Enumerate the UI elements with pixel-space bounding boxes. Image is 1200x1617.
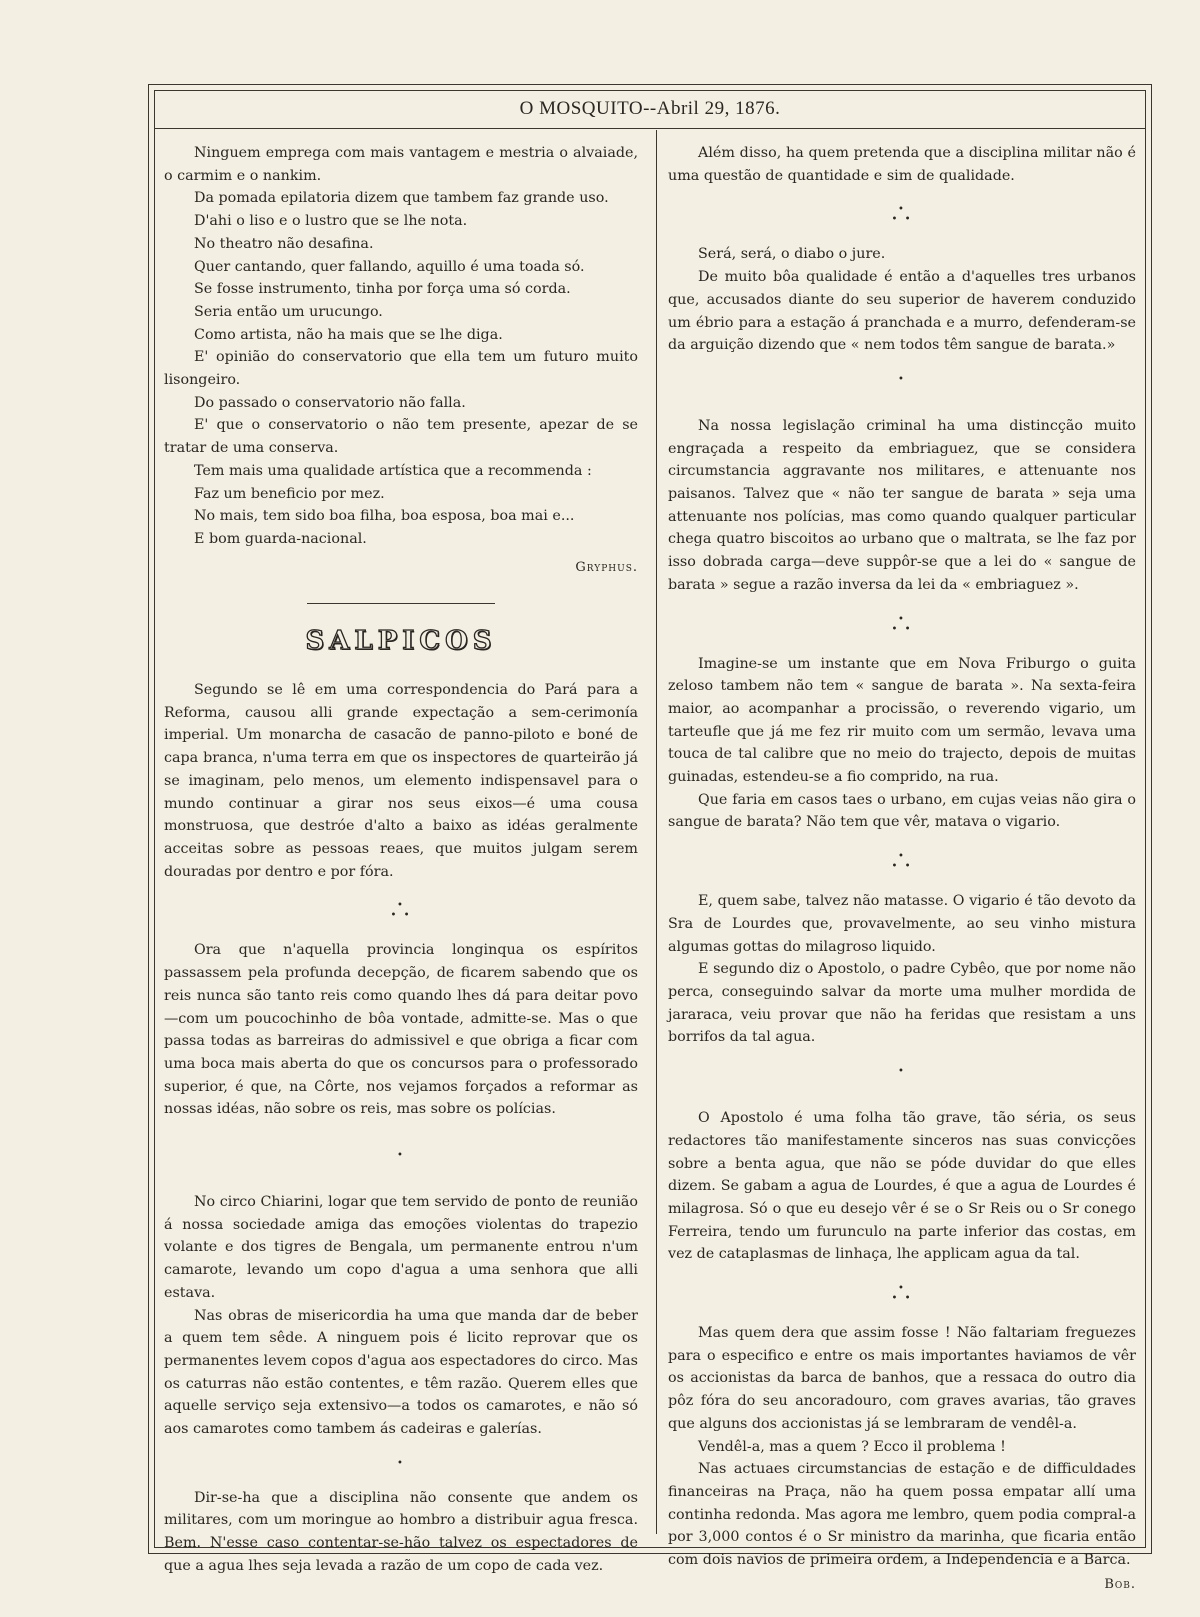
paragraph: Como artista, não ha mais que se lhe diga. [194, 326, 503, 343]
right-column [668, 142, 1136, 1596]
separator-dot: • [898, 1066, 906, 1078]
paragraph: Se fosse instrumento, tinha por força uma só corda. [194, 281, 571, 298]
separator-three-dots: • • • [891, 1283, 913, 1305]
page-header: O MOSQUITO--Abril 29, 1876. [519, 98, 781, 119]
separator-dot: • [397, 1150, 405, 1162]
paragraph: E, quem sabe, talvez não matasse. O vigario é tão devoto da Sra de Lourdes que, provavelmente, ao seu vinho mistura algumas gottas do milagroso liquido. [668, 893, 1136, 955]
paragraph: Ora que n'aquella provincia longinqua os espíritos passassem pela profunda decepção, de ficarem sabendo que os reis nunca são tanto reis como quando lhes dá para deitar povo—com um poucochinho de bôa vontade, admitte-se. Mas o que passa todas as barreiras do admissivel e que obriga a ficar com uma boca mais aberta do que os concursos para o professorado superior, é que, na Côrte, nos vejamos forçados a reformar as nossas idéas, não sobre os reis, mas sobre os polícias. [164, 942, 638, 1118]
paragraph: No circo Chiarini, logar que tem servido de ponto de reunião á nossa sociedade amiga das emoções violentas do trapezio volante e dos tigres de Bengala, um permanente entrou n'um camarote, levando um copo d'agua a uma senhora que alli estava. [164, 1194, 638, 1301]
paragraph: Vendêl-a, mas a quem ? Ecco il problema ! [698, 1438, 1006, 1455]
left-column [164, 142, 638, 1578]
paragraph: E' opinião do conservatorio que ella tem um futuro muito lisongeiro. [164, 349, 638, 389]
paragraph: Que faria em casos taes o urbano, em cujas veias não gira o sangue de barata? Não tem que vêr, matava o vigario. [668, 791, 1136, 831]
paragraph: E segundo diz o Apostolo, o padre Cybêo, que por nome não perca, conseguindo salvar da morte uma mulher mordida de jararaca, veiu provar que não ha feridas que resistam a uns borrifos da tal agua. [668, 961, 1136, 1046]
section-rule [307, 603, 495, 604]
paragraph: Quer cantando, quer fallando, aquillo é uma toada só. [194, 258, 585, 275]
paragraph: De muito bôa qualidade é então a d'aquelles tres urbanos que, accusados diante do seu superior de haverem conduzido um ébrio para a estação á pranchada e a murro, defenderam-se da arguição dizendo que « nem todos têm sangue de barata.» [668, 269, 1136, 354]
paragraph: Na nossa legislação criminal ha uma distincção muito engraçada a respeito da embriaguez, que se considera circumstancia aggravante nos militares, e attenuante nos paisanos. Talvez que « não ter sangue de barata » seja uma attenuante nos polícias, mas como quando qualquer particular chega quatro biscoitos ao urbano que o maltrata, se lhe faz por isso dobrada carga—deve suppôr-se que a lei do « sangue de barata » segue a razão inversa da lei da « embriaguez ». [668, 417, 1136, 593]
paragraph: Ninguem emprega com mais vantagem e mestria o alvaiade, o carmim e o nankim. [164, 145, 638, 184]
paragraph: Seria então um urucungo. [194, 303, 383, 320]
paragraph: Nas obras de misericordia ha uma que manda dar de beber a quem tem sêde. A ninguem pois é licito reprovar que os permanentes levem copos d'agua aos espectadores do circo. Mas os caturras não estão contentes, e têm razão. Querem elles que aquelle serviço seja extensivo—a todos os camarotes, e não só aos camarotes como tambem ás cadeiras e galerías. [164, 1307, 638, 1438]
paragraph: Segundo se lê em uma correspondencia do Pará para a Reforma, causou alli grande expectação a sem-cerimonía imperial. Um monarcha de casacão de panno-piloto e boné de capa branca, n'uma terra em que os inspectores de quarteirão já se imaginam, pelo menos, um elemento indispensavel para o mundo continuar a girar nos seus eixos—é uma cousa monstruosa, que destróe d'alto a baixo as idéas geralmente acceitas sobre as pessoas reaes, que muitos julgam serem douradas por dentro e por fóra. [164, 682, 638, 880]
paragraph: Nas actuaes circumstancias de estação e de difficuldades financeiras na Praça, não ha quem possa empatar allí uma continha redonda. Mas agora me lembro, quem podia compral-a por 3,000 contos é o Sr ministro da marinha, que ficaria então com dois navios de primeira ordem, a Independencia e a Barca. [668, 1461, 1136, 1569]
separator-dot: • [397, 1457, 405, 1469]
paragraph: E' que o conservatorio o não tem presente, apezar de se tratar de uma conserva. [164, 417, 638, 457]
section-title [164, 626, 638, 657]
column-divider [656, 130, 657, 1534]
paragraph: Do passado o conservatorio não falla. [194, 394, 466, 411]
paragraph: Dir-se-ha que a disciplina não consente que andem os militares, com um moringue ao hombro a distribuir agua fresca. Bem. N'esse caso contentar-se-hão talvez os espectadores de que a agua lhes seja levada a razão de um copo de cada vez. [164, 1489, 638, 1574]
paragraph: D'ahi o liso e o lustro que se lhe nota. [194, 213, 468, 230]
paragraph: Faz um beneficio por mez. [194, 485, 385, 502]
paragraph: Tem mais uma qualidade artística que a recommenda : [194, 462, 592, 479]
separator-three-dots: • • • [891, 851, 913, 873]
paragraph: Será, será, o diabo o jure. [698, 246, 886, 263]
separator-dot: • [898, 373, 906, 385]
paragraph: Da pomada epilatoria dizem que tambem faz grande uso. [194, 190, 609, 207]
header-rule [154, 128, 1146, 129]
author-signature: Gryphus. [575, 559, 638, 575]
paragraph: Imagine-se um instante que em Nova Friburgo o guita zeloso tambem não tem « sangue de barata ». Na sexta-feira maior, ao acompanhar a procissão, o reverendo vigario, um tarteufle que já me fez rir muito com um sermão, levava uma touca de tal calibre que no meio do trajecto, depois de muitas guinadas, estendeu-se a fio comprido, na rua. [668, 655, 1136, 786]
paragraph: No theatro não desafina. [194, 235, 374, 252]
paragraph: Além disso, ha quem pretenda que a disciplina militar não é uma questão de quantidade e sim de qualidade. [668, 145, 1136, 184]
paragraph: O Apostolo é uma folha tão grave, tão séria, os seus redactores tão manifestamente sinceros nas suas convicções sobre a benta agua, que não se póde duvidar do que elles dizem. Se gabam a agua de Lourdes, é que a agua de Lourdes é milagrosa. Só o que eu desejo vêr é se o Sr Reis ou o Sr conego Ferreira, tendo um furunculo na parte inferior das costas, em vez de cataplasmas de linhaça, lhe applicam agua da tal. [668, 1110, 1136, 1263]
paragraph: Mas quem dera que assim fosse ! Não faltariam freguezes para o especifico e entre os mais importantes haviamos de vêr os accionistas da barca de banhos, que a ressaca do outro dia pôz fóra do seu ancoradouro, com graves avarias, tão graves que alguns dos accionistas já se lembraram de vendêl-a. [668, 1325, 1136, 1432]
separator-three-dots: • • • [390, 900, 412, 922]
separator-three-dots: • • • [891, 613, 913, 635]
paragraph: E bom guarda-nacional. [194, 530, 367, 547]
paragraph: No mais, tem sido boa filha, boa esposa, boa mai e... [194, 508, 575, 525]
author-signature: Bob. [1104, 1576, 1136, 1592]
section-title-text: SALPICOS [305, 626, 497, 657]
separator-three-dots: • • • [891, 204, 913, 226]
